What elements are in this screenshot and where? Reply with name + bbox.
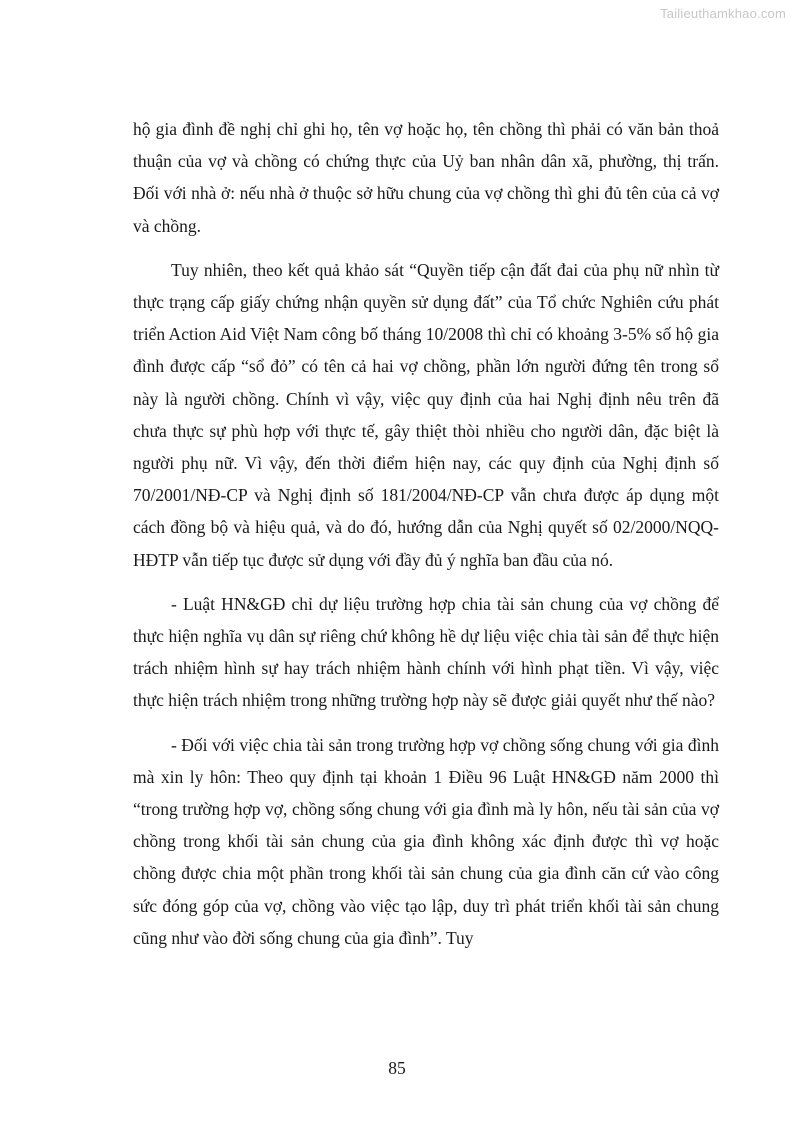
paragraph-2: Tuy nhiên, theo kết quả khảo sát “Quyền tiếp cận đất đai của phụ nữ nhìn từ thực trạng cấp giấy chứng nhận quyền sử dụng đất” của Tổ chức Nghiên cứu phát triển Action Aid Việt Nam công bố tháng 10/2008 thì chỉ có khoảng 3-5% số hộ gia đình được cấp “sổ đỏ” có tên cả hai vợ chồng, phần lớn người đứng tên trong sổ này là người chồng. Chính vì vậy, việc quy định của hai Nghị định nêu trên đã chưa thực sự phù hợp với thực tế, gây thiệt thòi nhiều cho người dân, đặc biệt là người phụ nữ. Vì vậy, đến thời điểm hiện nay, các quy định của Nghị định số 70/2001/NĐ-CP và Nghị định số 181/2004/NĐ-CP vẫn chưa được áp dụng một cách đồng bộ và hiệu quả, và do đó, hướng dẫn của Nghị quyết số 02/2000/NQQ-HĐTP vẫn tiếp tục được sử dụng với đầy đủ ý nghĩa ban đầu của nó. [133, 259, 719, 570]
paragraph-gap [133, 242, 719, 254]
paragraph-3: - Luật HN&GĐ chỉ dự liệu trường hợp chia tài sản chung của vợ chồng để thực hiện nghĩa vụ dân sự riêng chứ không hề dự liệu việc chia tài sản để thực hiện trách nhiệm hình sự hay trách nhiệm hành chính với hình phạt tiền. Vì vậy, việc thực hiện trách nhiệm trong những trường hợp này sẽ được giải quyết như thế nào? [133, 593, 719, 711]
document-body [133, 113, 719, 954]
paragraph-4: - Đối với việc chia tài sản trong trường hợp vợ chồng sống chung với gia đình mà xin ly hôn: Theo quy định tại khoản 1 Điều 96 Luật HN&GĐ năm 2000 thì “trong trường hợp vợ, chồng sống chung với gia đình mà ly hôn, nếu tài sản của vợ chồng trong khối tài sản chung của gia đình không xác định được thì vợ hoặc chồng được chia một phần trong khối tài sản chung của gia đình căn cứ vào công sức đóng góp của vợ, chồng vào việc tạo lập, duy trì phát triển khối tài sản chung cũng như vào đời sống chung của gia đình”. Tuy [133, 734, 719, 948]
paragraph-gap [133, 576, 719, 588]
paragraph-1: hộ gia đình đề nghị chỉ ghi họ, tên vợ hoặc họ, tên chồng thì phải có văn bản thoả thuận của vợ và chồng có chứng thực của Uỷ ban nhân dân xã, phường, thị trấn. Đối với nhà ở: nếu nhà ở thuộc sở hữu chung của vợ chồng thì ghi đủ tên của cả vợ và chồng. [133, 119, 719, 236]
watermark: Tailieuthamkhao.com [660, 6, 786, 21]
paragraph-gap [133, 717, 719, 729]
page-number: 85 [388, 1058, 406, 1078]
